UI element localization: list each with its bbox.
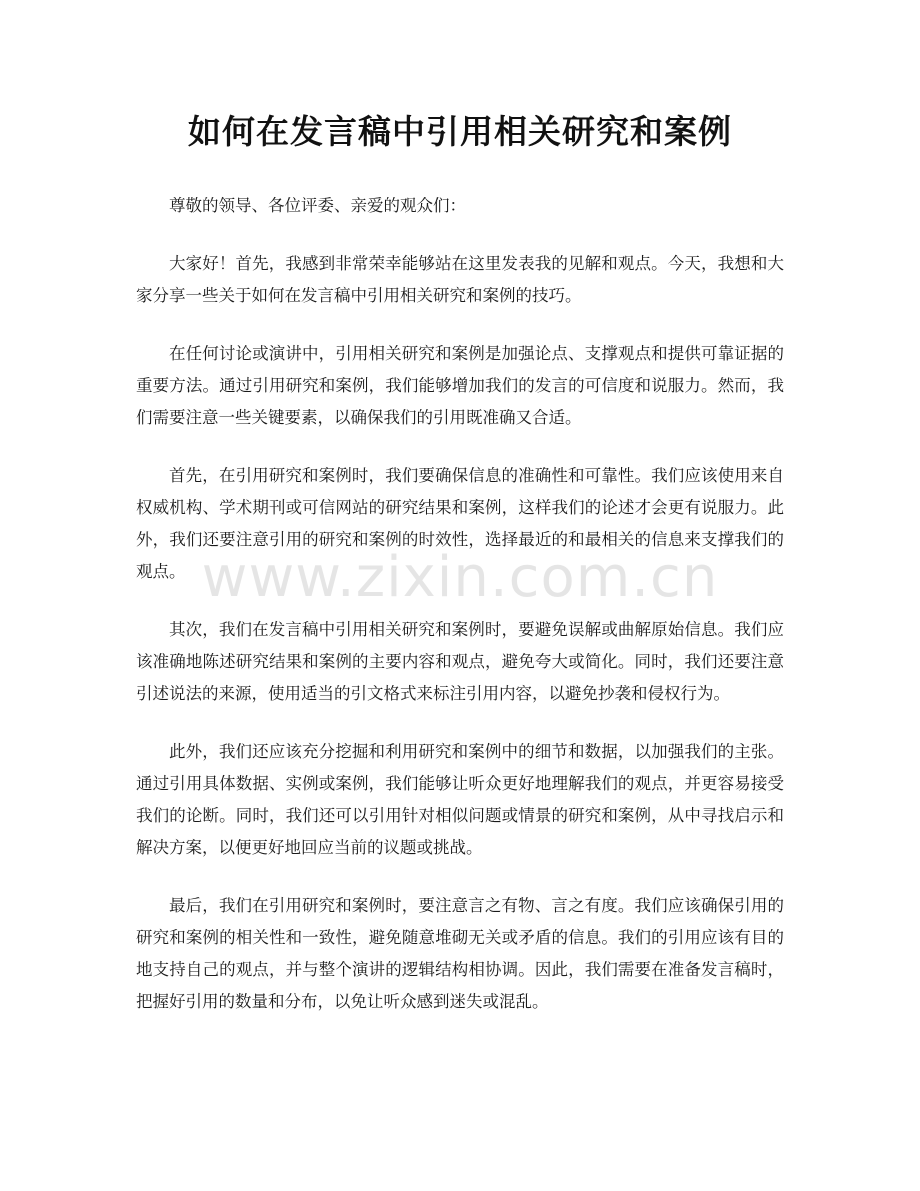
document-title: 如何在发言稿中引用相关研究和案例 <box>188 112 732 151</box>
paragraph-introduction: 在任何讨论或演讲中，引用相关研究和案例是加强论点、支撑观点和提供可靠证据的重要方法。通过引用研究和案例，我们能够增加我们的发言的可信度和说服力。然而，我们需要注意一些关键要素，以确保我们的引用既准确又合适。 <box>136 344 784 427</box>
paragraph-avoid-misquote: 其次，我们在发言稿中引用相关研究和案例时，要避免误解或曲解原始信息。我们应该准确地陈述研究结果和案例的主要内容和观点，避免夸大或简化。同时，我们还要注意引述说法的来源，使用适当的引文格式来标注引用内容，以避免抄袭和侵权行为。 <box>136 620 784 703</box>
paragraph-accuracy: 首先，在引用研究和案例时，我们要确保信息的准确性和可靠性。我们应该使用来自权威机构、学术期刊或可信网站的研究结果和案例，这样我们的论述才会更有说服力。此外，我们还要注意引用的研究和案例的时效性，选择最近的和最相关的信息来支撑我们的观点。 <box>136 466 784 581</box>
paragraph-details-data: 此外，我们还应该充分挖掘和利用研究和案例中的细节和数据，以加强我们的主张。通过引用具体数据、实例或案例，我们能够让听众更好地理解我们的观点，并更容易接受我们的论断。同时，我们还可以引用针对相似问题或情景的研究和案例，从中寻找启示和解决方案，以便更好地回应当前的议题或挑战。 <box>136 742 784 857</box>
paragraph-salutation: 尊敬的领导、各位评委、亲爱的观众们： <box>169 196 466 215</box>
paragraph-conclusion: 最后，我们在引用研究和案例时，要注意言之有物、言之有度。我们应该确保引用的研究和案例的相关性和一致性，避免随意堆砌无关或矛盾的信息。我们的引用应该有目的地支持自己的观点，并与整个演讲的逻辑结构相协调。因此，我们需要在准备发言稿时，把握好引用的数量和分布，以免让听众感到迷失或混乱。 <box>136 896 784 1011</box>
paragraph-greeting: 大家好！首先，我感到非常荣幸能够站在这里发表我的见解和观点。今天，我想和大家分享一些关于如何在发言稿中引用相关研究和案例的技巧。 <box>136 254 784 305</box>
